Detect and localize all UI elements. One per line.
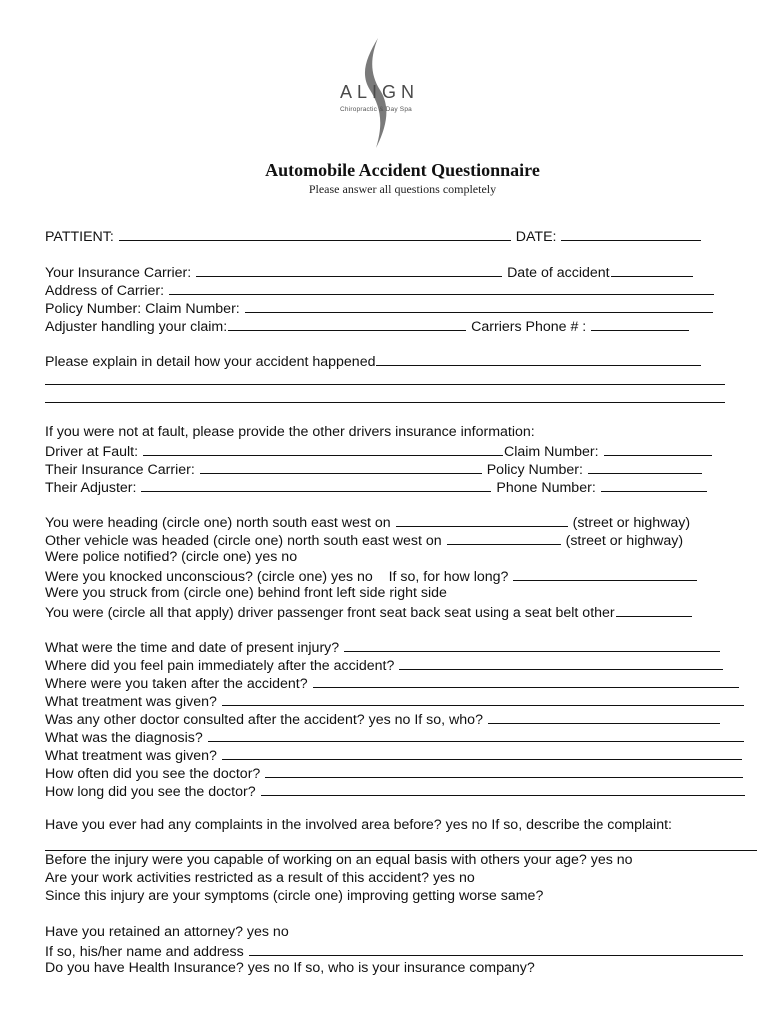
their-adjuster-field[interactable] xyxy=(141,477,491,492)
pain-location-field[interactable] xyxy=(399,655,723,670)
patient-label: PATTIENT: xyxy=(45,229,114,245)
date-field[interactable] xyxy=(561,226,701,241)
phone-number-field[interactable] xyxy=(601,477,707,492)
their-adjuster-row xyxy=(45,477,708,497)
explain-field-2[interactable] xyxy=(45,384,725,385)
other-vehicle-label: Other vehicle was headed (circle one) north south east west on xyxy=(45,533,442,549)
form-title: Automobile Accident Questionnaire xyxy=(265,160,540,180)
adjuster-label: Adjuster handling your claim: xyxy=(45,319,228,335)
adjuster-row xyxy=(45,316,690,336)
driver-at-fault-field[interactable] xyxy=(143,441,503,456)
unconscious-how-long-field[interactable] xyxy=(513,566,697,581)
taken-after-label: Where were you taken after the accident? xyxy=(45,676,308,692)
their-carrier-row xyxy=(45,459,703,479)
other-position-field[interactable] xyxy=(616,602,692,617)
heading-street-field[interactable] xyxy=(396,512,568,527)
carriers-phone-field[interactable] xyxy=(591,316,689,331)
how-long-label: How long did you see the doctor? xyxy=(45,784,256,800)
policy-number-label: Policy Number: xyxy=(486,462,583,478)
carrier-address-label: Address of Carrier: xyxy=(45,283,165,299)
diagnosis-row xyxy=(45,727,745,747)
attorney-name-field[interactable] xyxy=(249,941,743,956)
other-vehicle-row xyxy=(45,530,683,550)
other-doctor-row xyxy=(45,709,721,729)
how-often-field[interactable] xyxy=(265,763,743,778)
policy-number-field[interactable] xyxy=(588,459,702,474)
taken-after-field[interactable] xyxy=(313,673,739,688)
fault-intro: If you were not at fault, please provide the other drivers insurance information: xyxy=(45,424,535,440)
attorney-name-label: If so, his/her name and address xyxy=(45,944,244,960)
attorney-name-row xyxy=(45,941,744,961)
other-doctor-label[interactable]: Was any other doctor consulted after the accident? yes no If so, who? xyxy=(45,712,483,728)
heading-suffix: (street or highway) xyxy=(572,515,691,531)
carrier-address-row xyxy=(45,280,715,300)
health-insurance-row[interactable]: Do you have Health Insurance? yes no If so, who is your insurance company? xyxy=(45,960,535,976)
their-adjuster-label: Their Adjuster: xyxy=(45,480,137,496)
their-carrier-field[interactable] xyxy=(200,459,482,474)
heading-row xyxy=(45,512,690,532)
patient-field[interactable] xyxy=(119,226,511,241)
insurance-carrier-row xyxy=(45,262,694,282)
complaints-row[interactable]: Have you ever had any complaints in the involved area before? yes no If so, describe the complaint: xyxy=(45,817,672,833)
other-vehicle-street-field[interactable] xyxy=(447,530,561,545)
carriers-phone-label: Carriers Phone # : xyxy=(471,319,587,335)
logo-brand-text: ALIGN xyxy=(340,82,420,102)
how-long-field[interactable] xyxy=(261,781,745,796)
unconscious-label[interactable]: Were you knocked unconscious? (circle one) yes no xyxy=(45,569,373,585)
treatment-label: What treatment was given? xyxy=(45,694,217,710)
treatment2-row xyxy=(45,745,743,765)
insurance-carrier-label: Your Insurance Carrier: xyxy=(45,265,192,281)
police-notified-row[interactable]: Were police notified? (circle one) yes no xyxy=(45,549,298,565)
date-label: DATE: xyxy=(515,229,557,245)
taken-after-row xyxy=(45,673,740,693)
how-long-row xyxy=(45,781,746,801)
form-subtitle: Please answer all questions completely xyxy=(308,182,497,196)
restricted-row[interactable]: Are your work activities restricted as a result of this accident? yes no xyxy=(45,870,475,886)
circle-all-row xyxy=(45,602,693,622)
circle-all-label[interactable]: You were (circle all that apply) driver passenger front seat back seat using a seat belt other xyxy=(45,605,615,621)
carrier-address-field[interactable] xyxy=(169,280,714,295)
unconscious-row xyxy=(45,566,698,586)
treatment-row xyxy=(45,691,745,711)
how-often-label: How often did you see the doctor? xyxy=(45,766,261,782)
diagnosis-label: What was the diagnosis? xyxy=(45,730,203,746)
other-vehicle-suffix: (street or highway) xyxy=(565,533,684,549)
date-of-accident-label: Date of accident xyxy=(507,265,610,281)
insurance-carrier-field[interactable] xyxy=(196,262,502,277)
struck-from-row[interactable]: Were you struck from (circle one) behind front left side right side xyxy=(45,585,447,601)
logo-tagline: Chiropractic & Day Spa xyxy=(340,106,412,113)
adjuster-field[interactable] xyxy=(228,316,466,331)
explain-field-1[interactable] xyxy=(376,351,701,366)
policy-claim-row xyxy=(45,298,714,318)
injury-time-date-field[interactable] xyxy=(344,637,720,652)
explain-label: Please explain in detail how your accident happened xyxy=(45,354,376,370)
driver-at-fault-label: Driver at Fault: xyxy=(45,444,139,460)
treatment-field[interactable] xyxy=(222,691,744,706)
diagnosis-field[interactable] xyxy=(208,727,744,742)
explain-row xyxy=(45,351,702,371)
capable-row[interactable]: Before the injury were you capable of working on an equal basis with others your age? yes no xyxy=(45,852,633,868)
injury-time-date-row xyxy=(45,637,721,657)
how-often-row xyxy=(45,763,744,783)
symptoms-row[interactable]: Since this injury are your symptoms (circle one) improving getting worse same? xyxy=(45,888,544,904)
explain-field-3[interactable] xyxy=(45,402,725,403)
attorney-row[interactable]: Have you retained an attorney? yes no xyxy=(45,924,289,940)
their-carrier-label: Their Insurance Carrier: xyxy=(45,462,195,478)
phone-number-label: Phone Number: xyxy=(496,480,596,496)
claim-number-label: Claim Number: xyxy=(503,444,599,460)
patient-row xyxy=(45,226,702,246)
driver-at-fault-row xyxy=(45,441,713,461)
treatment2-field[interactable] xyxy=(222,745,742,760)
pain-location-label: Where did you feel pain immediately after the accident? xyxy=(45,658,395,674)
heading-label: You were heading (circle one) north south east west on xyxy=(45,515,391,531)
injury-time-date-label: What were the time and date of present injury? xyxy=(45,640,340,656)
policy-claim-label: Policy Number: Claim Number: xyxy=(45,301,240,317)
unconscious-how-long-label: If so, for how long? xyxy=(388,569,509,585)
other-doctor-field[interactable] xyxy=(488,709,720,724)
pain-location-row xyxy=(45,655,724,675)
claim-number-field[interactable] xyxy=(604,441,712,456)
align-logo xyxy=(330,36,440,156)
policy-claim-field[interactable] xyxy=(245,298,713,313)
date-of-accident-field[interactable] xyxy=(611,262,693,277)
treatment2-label: What treatment was given? xyxy=(45,748,217,764)
